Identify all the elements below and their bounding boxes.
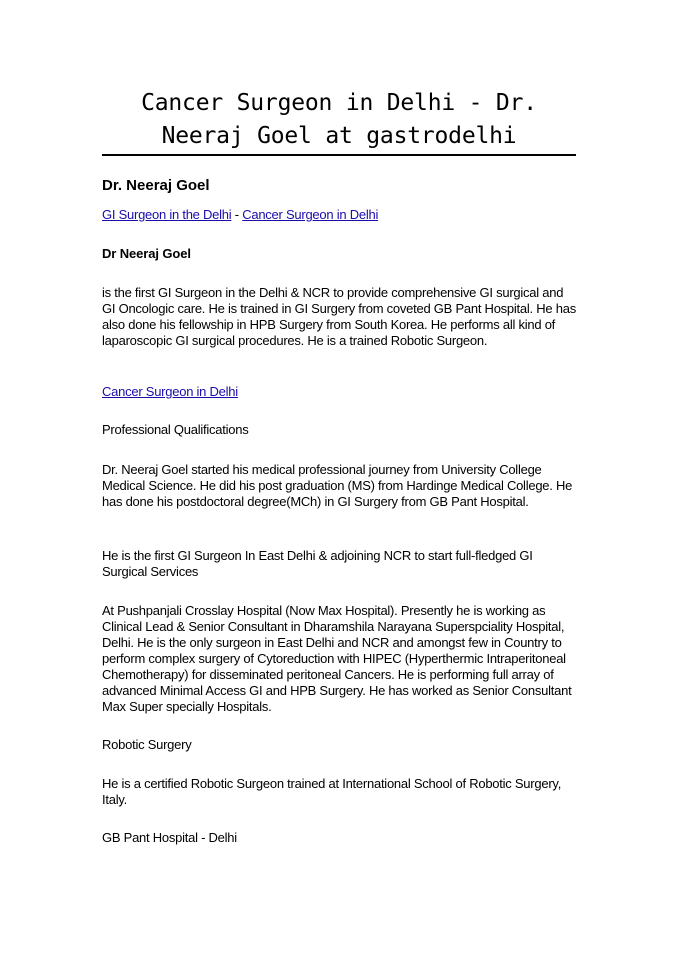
gi-surgeon-link[interactable]: GI Surgeon in the Delhi [102,207,232,222]
links-line [102,207,576,223]
hospital-paragraph: At Pushpanjali Crosslay Hospital (Now Max Hospital). Presently he is working as Clinical Lead & Senior Consultant in Dharamshila Narayana Superspciality Hospital, Delhi. He is the only surgeon in East Delhi and NCR and amongst few in Country to perform complex surgery of Cytoreduction with HIPEC (Hyperthermic Intraperitoneal Chemotherapy) for disseminated peritoneal Cancers. He is performing full array of advanced Minimal Access GI and HPB Surgery. He has worked as Senior Consultant Max Super specially Hospitals. [102,603,572,714]
first-gi-surgeon-paragraph: He is the first GI Surgeon In East Delhi & adjoining NCR to start full-fledged GI Surgical Services [102,548,533,579]
cancer-surgeon-link-top[interactable]: Cancer Surgeon in Delhi [242,207,379,222]
qualifications-paragraph: Dr. Neeraj Goel started his medical professional journey from University College Medical Science. He did his post graduation (MS) from Hardinge Medical College. He has done his postdoctoral degree(MCh) in GI Surgery from GB Pant Hospital. [102,462,573,509]
links-separator: - [231,207,243,222]
robotic-surgery-paragraph: He is a certified Robotic Surgeon trained at International School of Robotic Surgery, Italy. [102,776,562,807]
cancer-surgeon-link[interactable]: Cancer Surgeon in Delhi [102,384,238,399]
doctor-subheading: Dr Neeraj Goel [102,246,191,261]
author-heading: Dr. Neeraj Goel [102,177,210,194]
qualifications-title: Professional Qualifications [102,422,249,437]
gb-pant-title: GB Pant Hospital - Delhi [102,830,237,845]
intro-paragraph: is the first GI Surgeon in the Delhi & NCR to provide comprehensive GI surgical and GI Oncologic care. He is trained in GI Surgery from coveted GB Pant Hospital. He has also done his fellowship in HPB Surgery from South Korea. He performs all kind of laparoscopic GI surgical procedures. He is a trained Robotic Surgeon. [102,285,576,348]
page-title: Cancer Surgeon in Delhi - Dr. Neeraj Goel at gastrodelhi [102,87,576,156]
robotic-surgery-title: Robotic Surgery [102,737,192,752]
cancer-surgeon-link-container [102,384,576,400]
